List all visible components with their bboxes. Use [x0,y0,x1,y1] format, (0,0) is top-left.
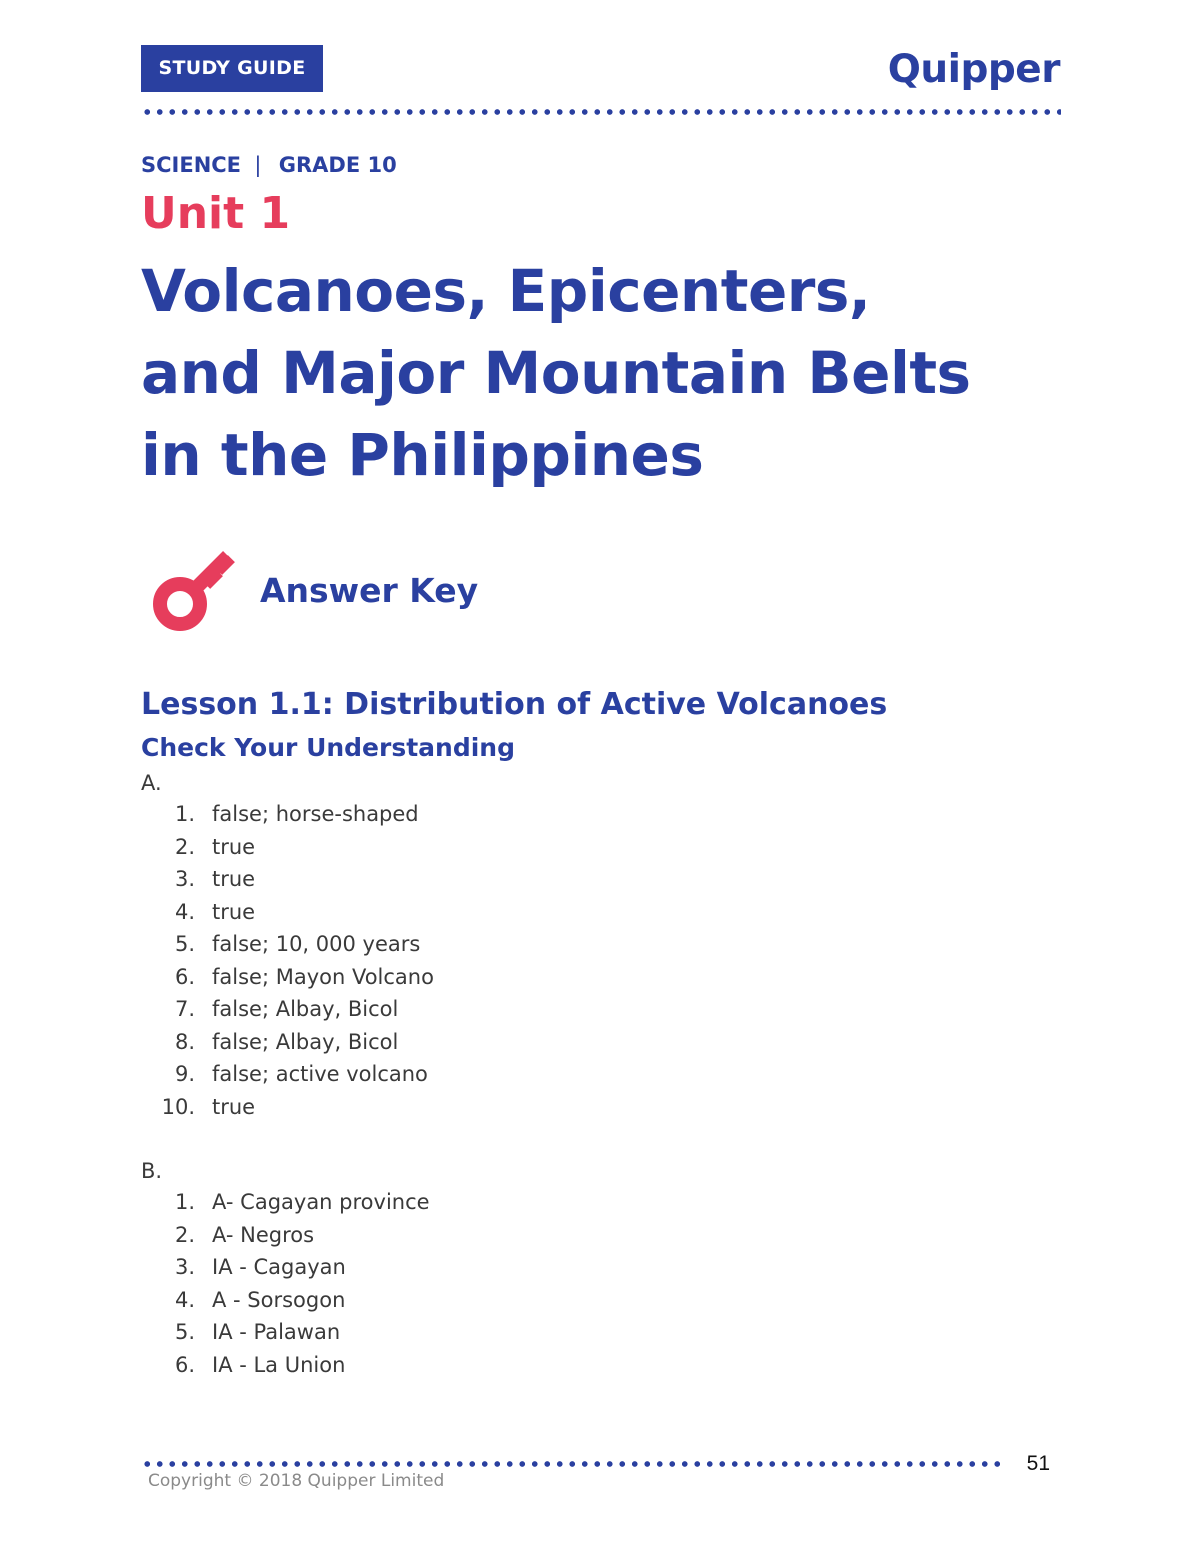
lesson-title: Lesson 1.1: Distribution of Active Volcanoes [141,687,888,722]
item-number: 8. [174,1029,195,1054]
section-b-list [141,1186,841,1381]
list-item [141,1026,841,1059]
item-answer: A- Cagayan province [212,1190,430,1214]
list-item [141,798,841,831]
answer-key-heading: Answer Key [260,571,479,610]
list-item [141,896,841,929]
item-answer: false; Albay, Bicol [212,997,399,1021]
item-answer: false; active volcano [212,1062,428,1086]
item-number: 1. [174,1190,195,1214]
list-item [141,1284,841,1317]
list-item [141,1058,841,1091]
item-answer: false; horse-shaped [212,802,419,826]
list-item [141,863,841,896]
item-number: 3. [174,867,195,891]
item-answer: false; Mayon Volcano [212,964,434,989]
item-number: 1. [174,802,195,826]
subject-grade-line [141,150,397,180]
item-answer: A - Sorsogon [212,1287,346,1312]
item-number: 4. [174,1287,195,1312]
item-answer: true [212,899,256,924]
item-number: 5. [174,1320,195,1344]
item-answer: IA - La Union [212,1352,346,1377]
item-number: 3. [174,1255,195,1279]
section-b-label: B. [141,1159,163,1183]
item-answer: true [212,1094,256,1119]
list-item [141,1091,841,1124]
item-number: 4. [174,899,195,924]
subject-label: SCIENCE [141,153,242,177]
item-number: 7. [174,997,195,1021]
section-a-list [141,798,841,1123]
title-line: in the Philippines [141,421,704,489]
unit-label: Unit 1 [141,188,291,239]
item-answer: IA - Cagayan [212,1255,346,1279]
list-item [141,831,841,864]
page-number: 51 [1026,1452,1050,1475]
meta-separator: | [254,153,262,177]
item-answer: false; Albay, Bicol [212,1029,399,1054]
item-number: 6. [174,1352,195,1377]
key-icon [148,540,248,636]
item-answer: A- Negros [212,1222,315,1247]
list-item [141,1219,841,1252]
title-line: Volcanoes, Epicenters, [141,257,871,325]
header-dotted-divider [141,108,1061,116]
study-guide-badge: STUDY GUIDE [141,45,323,92]
quipper-logo: Quipper [887,47,1060,92]
section-a-label: A. [141,771,162,795]
item-answer: IA - Palawan [212,1320,341,1344]
list-item [141,1251,841,1284]
item-number: 10. [161,1094,195,1119]
item-answer: true [212,834,256,859]
copyright-notice: Copyright © 2018 Quipper Limited [148,1471,445,1491]
list-item [141,1316,841,1349]
item-number: 2. [174,834,195,859]
list-item [141,928,841,961]
item-number: 6. [174,964,195,989]
list-item [141,1186,841,1219]
item-answer: false; 10, 000 years [212,932,421,956]
footer-dotted-divider [141,1460,1003,1468]
list-item [141,1349,841,1382]
item-number: 2. [174,1222,195,1247]
page-title [141,250,1101,496]
item-number: 9. [174,1062,195,1086]
list-item [141,993,841,1026]
title-line: and Major Mountain Belts [141,339,971,407]
item-number: 5. [174,932,195,956]
item-answer: true [212,867,256,891]
list-item [141,961,841,994]
grade-label: GRADE 10 [278,153,397,177]
check-understanding-heading: Check Your Understanding [141,733,515,762]
